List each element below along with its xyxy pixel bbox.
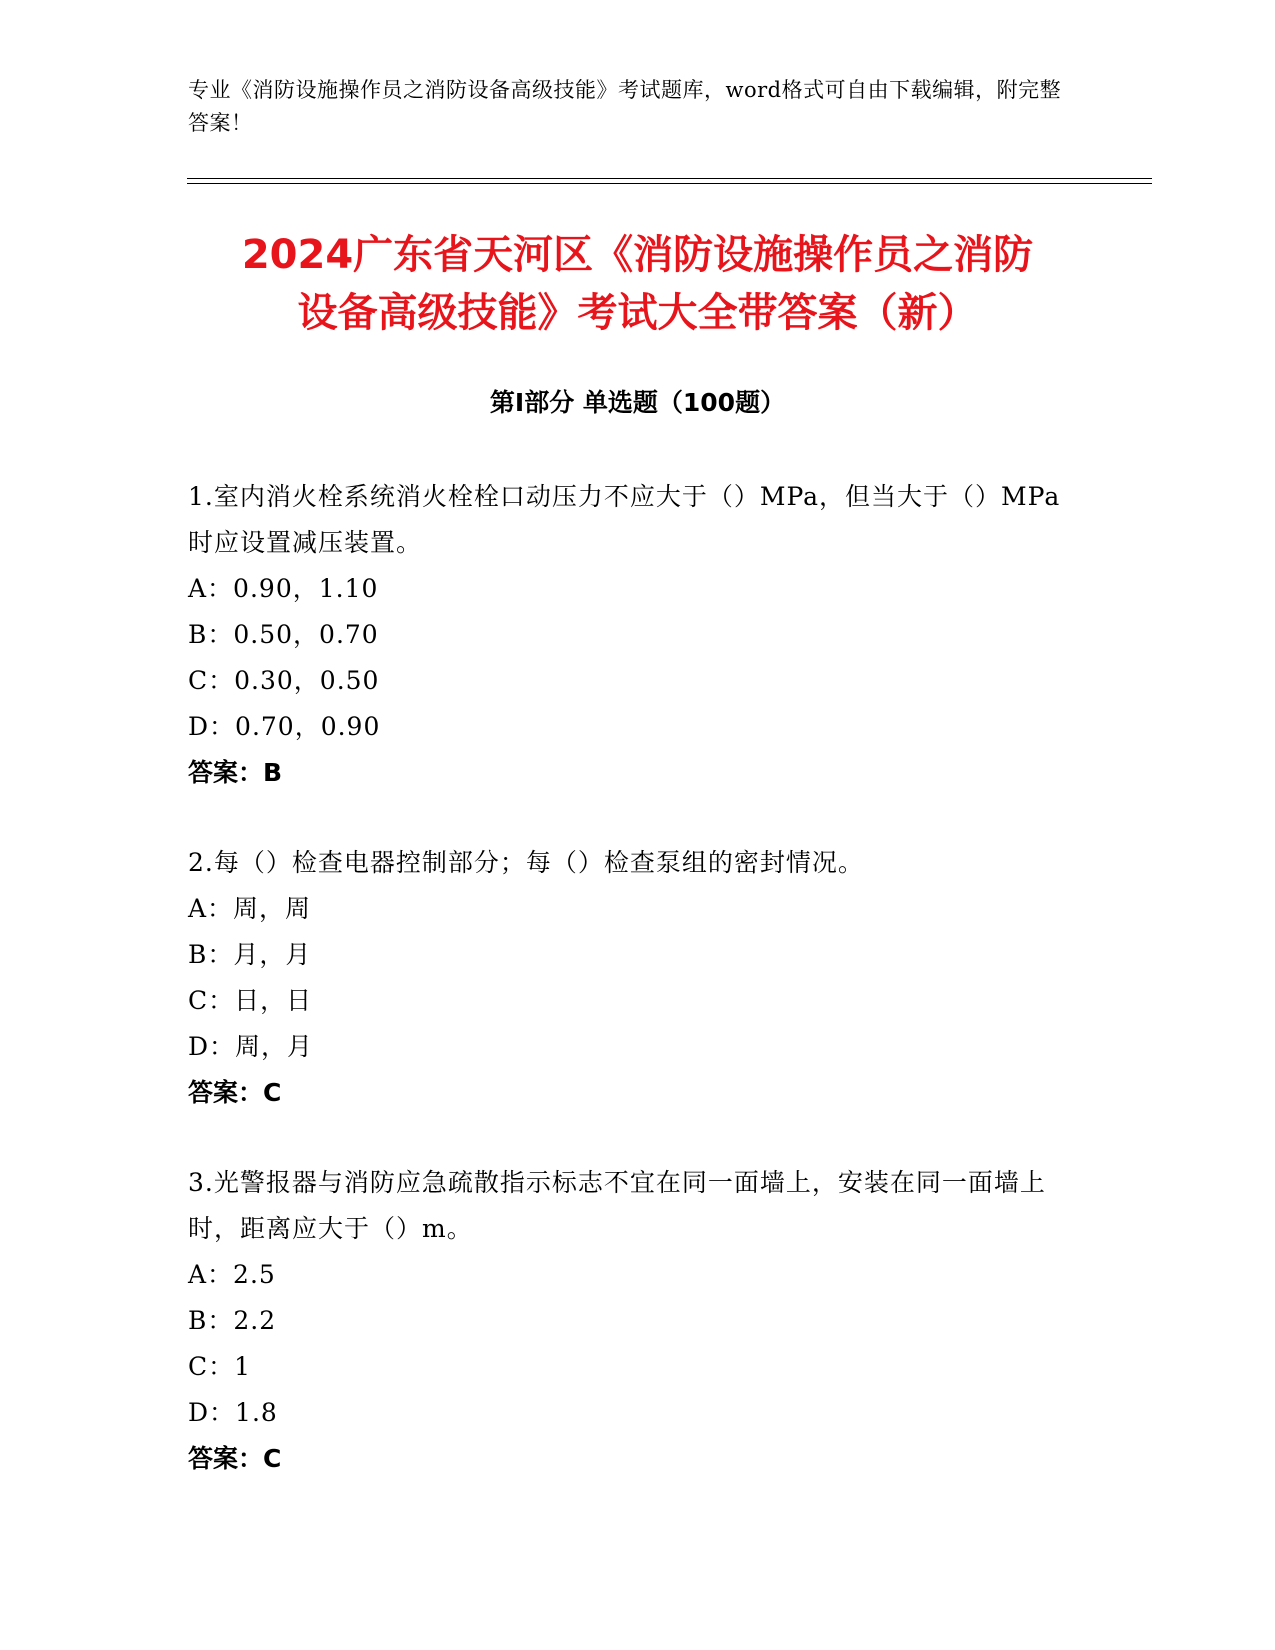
answer: 答案：C [188,1444,282,1473]
document-title-line-1: 2024广东省天河区《消防设施操作员之消防 [241,232,1034,278]
document-title [130,226,1145,342]
question-1 [188,474,1068,796]
option-a: A：2.5 [188,1260,276,1289]
option-c: C：1 [188,1352,252,1381]
question-stem: 2.每（）检查电器控制部分；每（）检查泵组的密封情况。 [188,848,864,877]
option-a: A：0.90，1.10 [188,574,379,603]
option-b: B：2.2 [188,1306,277,1335]
question-2 [188,840,1068,1116]
document-title-line-2: 设备高级技能》考试大全带答案（新） [297,290,978,336]
answer: 答案：C [188,1078,282,1107]
question-3 [188,1160,1068,1482]
header-divider-top [187,178,1152,179]
option-d: D：0.70，0.90 [188,712,381,741]
option-c: C：日，日 [188,986,313,1015]
option-c: C：0.30，0.50 [188,666,380,695]
question-stem: 3.光警报器与消防应急疏散指示标志不宜在同一面墙上，安装在同一面墙上时，距离应大于（）m。 [188,1168,1046,1243]
question-stem: 1.室内消火栓系统消火栓栓口动压力不应大于（）MPa，但当大于（）MPa时应设置减压装置。 [188,482,1061,557]
option-b: B：0.50，0.70 [188,620,379,649]
option-b: B：月，月 [188,940,312,969]
header-note: 专业《消防设施操作员之消防设备高级技能》考试题库，word格式可自由下载编辑，附完整答案！ [188,78,1062,135]
answer: 答案：B [188,758,283,787]
option-d: D：周，月 [188,1032,314,1061]
option-d: D：1.8 [188,1398,278,1427]
header-divider-bottom [187,183,1152,184]
option-a: A：周，周 [188,894,312,923]
question-list [188,474,1068,1526]
section-title: 第Ⅰ部分 单选题（100题） [489,388,786,417]
